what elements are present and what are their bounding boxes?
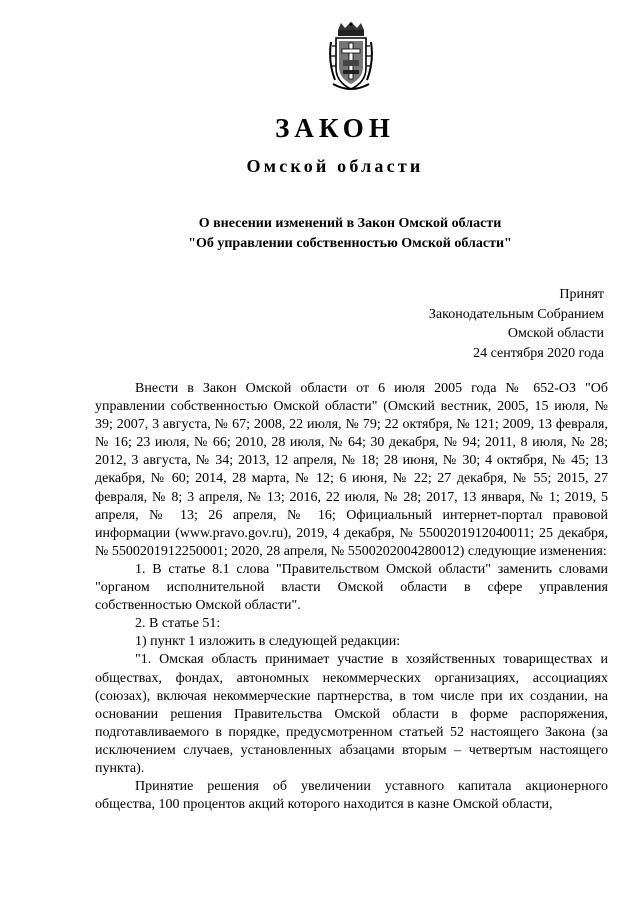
body-paragraph: Принятие решения об увеличении уставного капитала акционерного общества, 100 процентов акций которого находится в казне Омской области, <box>95 779 608 813</box>
body-paragraph: 1) пункт 1 изложить в следующей редакции: <box>135 634 401 650</box>
coat-of-arms-icon <box>329 22 373 92</box>
adoption-line: Омской области <box>507 326 604 341</box>
document-title: ЗАКОН <box>275 113 395 143</box>
law-heading-line-1: О внесении изменений в Закон Омской области <box>198 216 502 231</box>
adoption-line: Принят <box>559 287 604 302</box>
body-paragraph: 1. В статье 8.1 слова "Правительством Омской области" заменить словами "органом исполнительной власти Омской области в сфере управления собственностью Омской области". <box>95 561 608 614</box>
law-heading-line-2: "Об управлении собственностью Омской области" <box>188 236 512 251</box>
body-paragraph: Внести в Закон Омской области от 6 июля 2005 года № 652-ОЗ "Об управлении собственностью Омской области" (Омский вестник, 2005, 15 июля, № 39; 2007, 3 августа, № 67; 2008, 22 июля, № 79; 22 октября, № 121; 2009, 13 февраля, № 16; 23 июля, № 66; 2010, 28 июля, № 64; 30 декабря, № 94; 2011, 8 июля, № 28; 2012, 3 августа, № 34; 2013, 12 апреля, № 18; 28 июня, № 30; 4 октября, № 45; 13 декабря, № 60; 2014, 28 марта, № 12; 6 июня, № 22; 27 декабря, № 55; 2015, 27 февраля, № 8; 3 апреля, № 13; 2016, 22 июля, № 28; 2017, 13 января, № 1; 2019, 5 апреля, № 13; 26 апреля, № 16; Официальный интернет-портал правовой информации (www.pravo.gov.ru), 2019, 4 декабря, № 5500201912040011; 25 декабря, № 5500201912250001; 2020, 28 апреля, № 5500202004280012) следующие изменения: <box>95 381 608 559</box>
adoption-date: 24 сентября 2020 года <box>473 345 604 361</box>
adoption-block <box>429 285 604 363</box>
body-paragraph: 2. В статье 51: <box>135 616 221 632</box>
body-paragraph: "1. Омская область принимает участие в хозяйственных товариществах и обществах, фондах, автономных некоммерческих организациях, ассоциациях (союзах), включая некоммерческие партнерства, в том числе при их создании, на основании решения Правительства Омской области в форме распоряжения, подготавливаемого в порядке, предусмотренном статьей 52 настоящего Закона (за исключением случаев, установленных абзацами вторым – четвертым настоящего пункта). <box>95 652 608 776</box>
law-body <box>95 380 608 814</box>
adoption-line: Законодательным Собранием <box>428 306 604 322</box>
document-subtitle: Омской области <box>246 156 424 176</box>
